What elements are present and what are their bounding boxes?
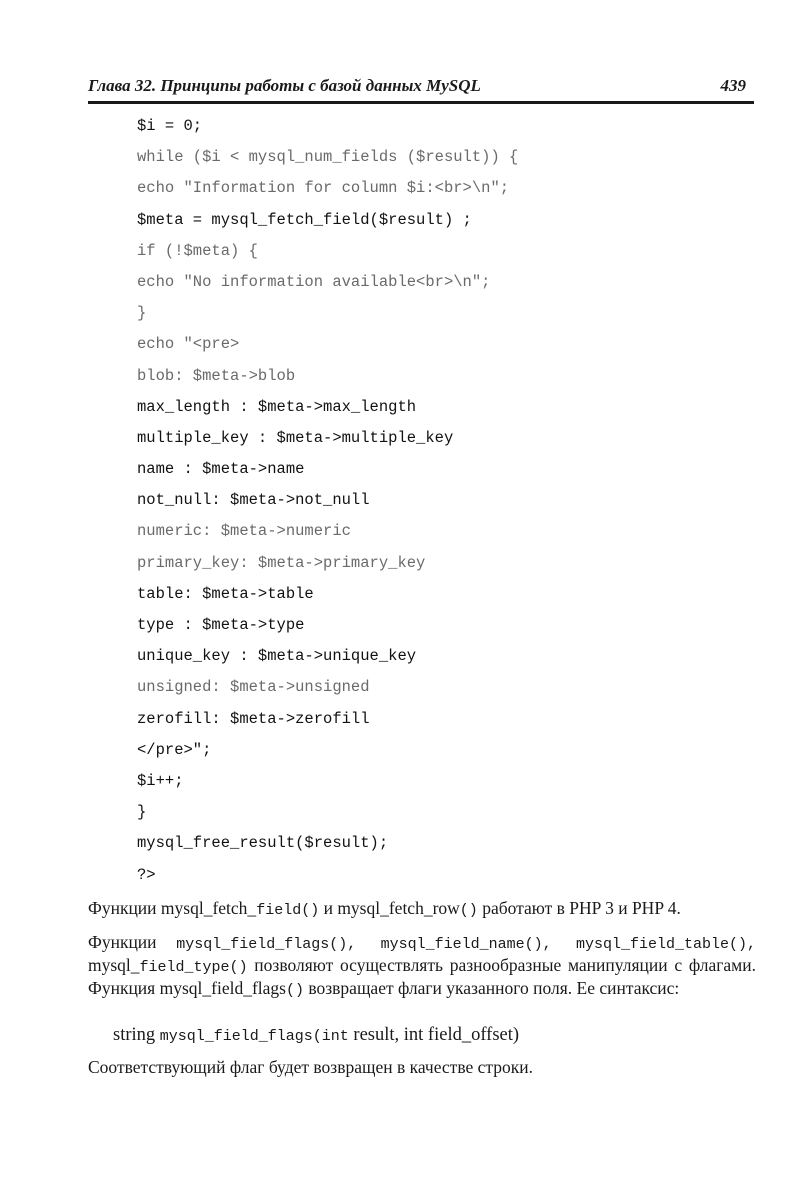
code-run: field_type() [139, 959, 248, 976]
code-run: mysql_field_flags(int [159, 1028, 349, 1045]
paragraph-fetch-functions [88, 898, 756, 921]
text-run: возвращает флаги указанного поля. Ее синтаксис: [303, 978, 680, 998]
code-line: primary_key: $meta->primary_key [137, 553, 426, 572]
code-line: not_null: $meta->not_null [137, 491, 370, 510]
code-line: if (!$meta) { [137, 241, 258, 260]
text-run: result, int field_offset) [348, 1025, 520, 1045]
paragraph-return-value: Соответствующий флаг будет возвращен в качестве строки. [88, 1057, 534, 1077]
code-line: type : $meta->type [137, 616, 305, 634]
code-line: echo "No information available<br>\n"; [137, 272, 491, 291]
text-run: и mysql_fetch_row [319, 898, 460, 918]
code-listing [137, 116, 518, 896]
code-line: mysql_free_result($result); [137, 834, 389, 853]
page-header [88, 76, 752, 98]
code-line: $i++; [137, 771, 184, 790]
code-run: mysql_field_flags(), mysql_field_name(), mysql_field_table(), [176, 936, 756, 953]
code-line: echo "Information for column $i:<br>\n"; [137, 179, 510, 198]
code-line: name : $meta->name [137, 460, 305, 479]
code-line: zerofill: $meta->zerofill [137, 709, 370, 728]
paragraph-field-functions [88, 932, 756, 1001]
code-run: field() [256, 902, 320, 919]
text-run: Функции mysql_fetch_ [88, 898, 257, 918]
code-line: unique_key : $meta->unique_key [137, 647, 417, 666]
code-line: $meta = mysql_fetch_field($result) ; [137, 210, 472, 229]
code-line: multiple_key : $meta->multiple_key [137, 428, 454, 447]
code-run: () [285, 982, 304, 999]
code-line: echo "<pre> [137, 335, 240, 354]
text-run: позволяют осуществлять разнообразные манипуляции с флагами. Функция mysql_field_flags [88, 955, 756, 998]
header-rule [88, 101, 754, 104]
code-line: } [137, 304, 147, 323]
code-line: blob: $meta->blob [137, 366, 296, 385]
code-line: unsigned: $meta->unsigned [137, 678, 370, 697]
code-line: </pre>"; [137, 740, 212, 759]
text-run: mysql_ [88, 955, 140, 975]
text-run: работают в PHP 3 и PHP 4. [477, 898, 681, 918]
code-line: while ($i < mysql_num_fields ($result)) { [137, 148, 519, 167]
code-line: table: $meta->table [137, 584, 314, 603]
code-line: } [137, 803, 147, 822]
code-line: max_length : $meta->max_length [137, 397, 417, 416]
code-line: numeric: $meta->numeric [137, 522, 351, 541]
text-run: Функции [88, 932, 177, 952]
code-run: () [459, 902, 478, 919]
function-syntax [113, 1025, 519, 1046]
chapter-title: Глава 32. Принципы работы с базой данных MySQL [88, 76, 481, 95]
text-run: string [113, 1025, 160, 1045]
code-line: $i = 0; [137, 117, 203, 135]
code-line: ?> [137, 865, 156, 884]
page-number: 439 [720, 76, 746, 95]
